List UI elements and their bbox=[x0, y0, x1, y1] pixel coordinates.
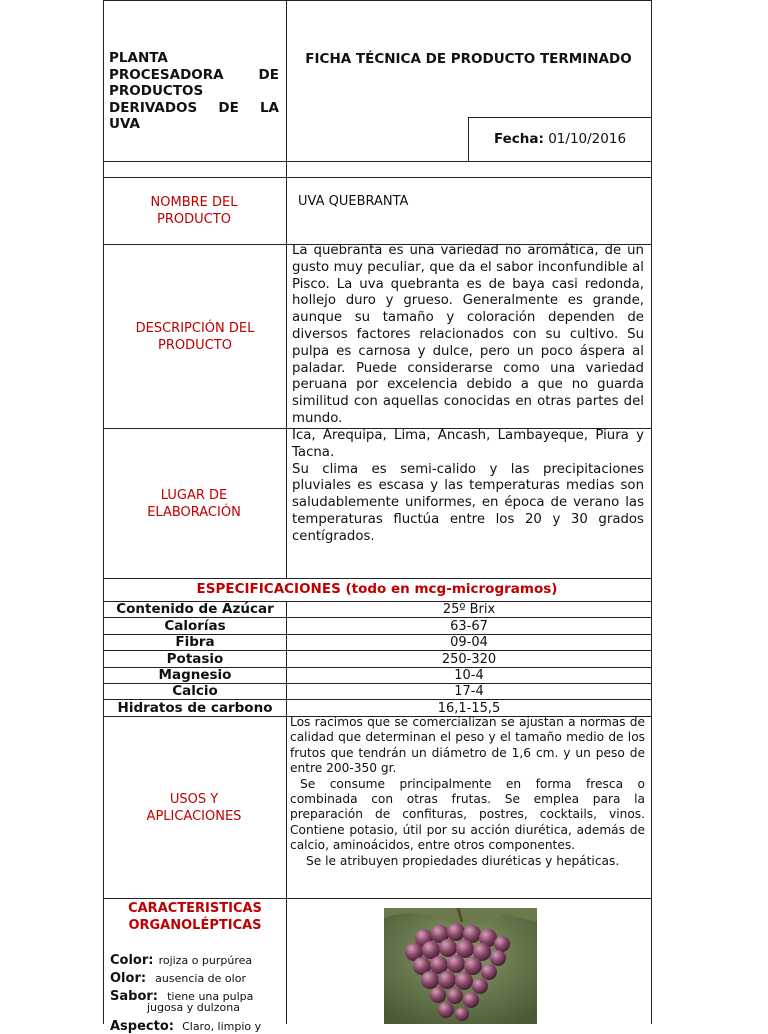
spec-value-fibra: 09-04 bbox=[450, 635, 488, 650]
date-label: Fecha: bbox=[493, 131, 544, 147]
org-sabor-value-2: jugosa y dulzona bbox=[147, 1001, 240, 1014]
nombre-value: UVA QUEBRANTA bbox=[298, 194, 409, 209]
organolepticas-title: CARACTERISTICAS ORGANOLÉPTICAS bbox=[128, 901, 262, 933]
especificaciones-title: ESPECIFICACIONES (todo en mcg-microgramos) bbox=[196, 581, 558, 597]
org-sabor-key: Sabor: bbox=[110, 989, 158, 1004]
org-aspecto bbox=[110, 1015, 261, 1034]
usos-consumption: Se consume principalmente en forma fresca o combinada con otras frutas. Se emplea para la preparación de confituras, postres, cocktails, vinos. Contiene potasio, útil por su acción diurética, además de calcio, aminoácidos, entre otros componentes. bbox=[290, 776, 645, 853]
spec-key-calcio: Calcio bbox=[172, 683, 218, 699]
spec-value-potasio: 250-320 bbox=[441, 652, 497, 667]
usos-properties: Se le atribuyen propiedades diuréticas y hepáticas. bbox=[306, 853, 620, 868]
spec-value-azucar: 25º Brix bbox=[442, 602, 496, 617]
org-olor-value: ausencia de olor bbox=[155, 972, 246, 985]
spec-value-calcio: 17-4 bbox=[454, 684, 484, 699]
usos-label: USOS Y APLICACIONES bbox=[146, 791, 242, 824]
spec-value-magnesio: 10-4 bbox=[454, 668, 484, 683]
lugar-places: Ica, Arequipa, Lima, Ancash, Lambayeque, Piura y Tacna. bbox=[292, 428, 644, 460]
spec-key-magnesio: Magnesio bbox=[158, 667, 232, 683]
org-olor-key: Olor: bbox=[110, 971, 147, 986]
spec-value-hidratos: 16,1-15,5 bbox=[437, 701, 501, 716]
descripcion-label: DESCRIPCIÓN DEL PRODUCTO bbox=[135, 320, 255, 353]
spec-key-hidratos: Hidratos de carbono bbox=[117, 700, 273, 716]
org-color bbox=[110, 949, 252, 968]
org-aspecto-value: Claro, limpio y bbox=[182, 1020, 262, 1033]
spec-key-fibra: Fibra bbox=[175, 634, 215, 650]
org-sabor-value-1: tiene una pulpa bbox=[167, 990, 254, 1003]
spec-value-calorias: 63-67 bbox=[450, 619, 488, 634]
org-color-key: Color: bbox=[110, 953, 154, 968]
date-value: 01/10/2016 bbox=[548, 131, 627, 147]
spec-key-azucar: Contenido de Azúcar bbox=[116, 601, 274, 617]
company-name: PLANTA PROCESADORA DE PRODUCTOS DERIVADOS DE LA UVA bbox=[109, 50, 279, 132]
usos-quality: Los racimos que se comercializan se ajustan a normas de calidad que determinan el peso y el tamaño medio de los frutos que tendrán un diámetro de 1,6 cm. y un peso de entre 200-350 gr. bbox=[290, 715, 645, 776]
date-field bbox=[469, 131, 651, 147]
org-color-value: rojiza o purpúrea bbox=[158, 954, 253, 967]
grape-photo bbox=[384, 908, 537, 1024]
lugar-climate: Su clima es semi-calido y las precipitaciones pluviales es escasa y las temperaturas medias son saludablemente uniformes, en época de verano las temperaturas fluctúa entre los 20 y 30 grados centígrados. bbox=[292, 461, 644, 544]
nombre-label: NOMBRE DEL PRODUCTO bbox=[150, 195, 238, 227]
document-title: FICHA TÉCNICA DE PRODUCTO TERMINADO bbox=[305, 51, 632, 67]
lugar-label: LUGAR DE ELABORACIÓN bbox=[147, 487, 241, 520]
org-olor bbox=[110, 967, 246, 986]
spec-key-calorias: Calorías bbox=[164, 618, 226, 634]
usos-text bbox=[290, 715, 645, 869]
org-aspecto-key: Aspecto: bbox=[110, 1019, 174, 1034]
lugar-text bbox=[292, 428, 644, 546]
spec-key-potasio: Potasio bbox=[166, 651, 224, 667]
descripcion-text: La quebranta es una variedad no aromática, de un gusto muy peculiar, que da el sabor inconfundible al Pisco. La uva quebranta es de baya casi redonda, hollejo duro y grueso. Generalmente es grande, aunque su tamaño y coloración dependen de diversos factores relacionados con su cultivo. Su pulpa es carnosa y dulce, pero un poco áspera al paladar. Puede considerarse como una variedad peruana por excelencia debido a que no guarda similitud con aquellas conocidas en otras partes del mundo. bbox=[292, 243, 644, 426]
